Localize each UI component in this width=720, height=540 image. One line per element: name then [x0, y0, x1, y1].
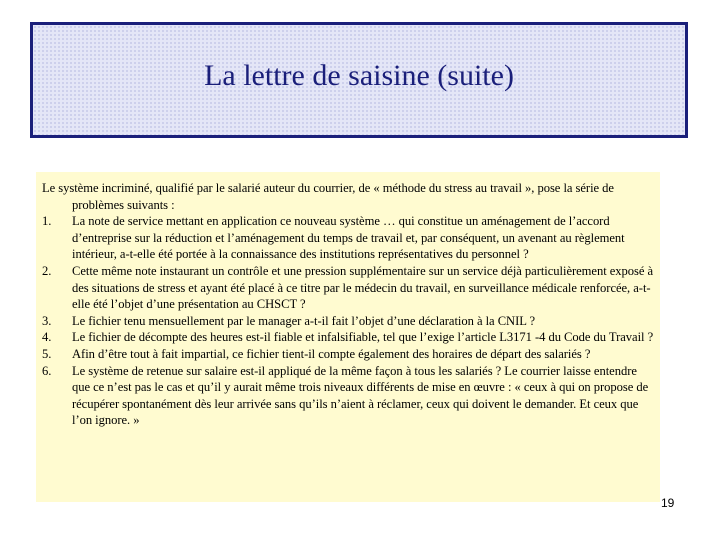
list-item-number: 4.	[42, 330, 52, 345]
list-item-number: 5.	[42, 346, 52, 361]
list-item	[42, 263, 654, 313]
list-item-text: Cette même note instaurant un contrôle et une pression supplémentaire sur un service déjà particulièrement exposé à des situations de stress et ayant été placé à ce titre par le médecin du travail, en surveillance médicale renforcée, a-t-elle été l’objet d’une présentation au CHSCT ?	[72, 263, 654, 312]
list-item-text: Le fichier de décompte des heures est-il fiable et infalsifiable, tel que l’exige l’article L3171 -4 du Code du Travail ?	[72, 330, 654, 345]
list-item-number: 2.	[42, 263, 52, 278]
slide-title: La lettre de saisine (suite)	[204, 59, 514, 92]
intro-paragraph: Le système incriminé, qualifié par le salarié auteur du courrier, de « méthode du stress au travail », pose la série de problèmes suivants :	[42, 181, 614, 212]
problem-list	[42, 213, 654, 429]
list-item-text: Le fichier tenu mensuellement par le manager a-t-il fait l’objet d’une déclaration à la CNIL ?	[72, 313, 536, 328]
list-item-number: 6.	[42, 363, 52, 378]
list-item	[42, 329, 654, 346]
title-banner	[30, 22, 688, 138]
list-item-number: 1.	[42, 214, 52, 229]
list-item	[42, 346, 654, 363]
list-item	[42, 363, 654, 429]
list-item	[42, 313, 654, 330]
list-item-text: Le système de retenue sur salaire est-il appliqué de la même façon à tous les salariés ? Le courrier laisse entendre que ce n’est pas le cas et qu’il y aurait même trois niveaux différents de mise en œuvre : « ceux à qui on propose de récupérer spontanément dès leur arrivée sans qu’ils n’aient à réclamer, ceux qui doivent le demander. Et ceux que l’on ignore. »	[72, 363, 649, 428]
list-item-text: Afin d’être tout à fait impartial, ce fichier tient-il compte également des horaires de départ des salariés ?	[72, 346, 591, 361]
page-number: 19	[661, 496, 675, 510]
list-item-text: La note de service mettant en application ce nouveau système … qui constitue un aménagement de l’accord d’entreprise sur la réduction et l’aménagement du temps de travail et, par conséquent, un avenant au règlement intérieur, a-t-elle été portée à la connaissance des institutions représentatives du personnel ?	[72, 214, 625, 262]
content-panel	[36, 172, 660, 502]
list-item	[42, 213, 654, 263]
list-item-number: 3.	[42, 313, 52, 328]
